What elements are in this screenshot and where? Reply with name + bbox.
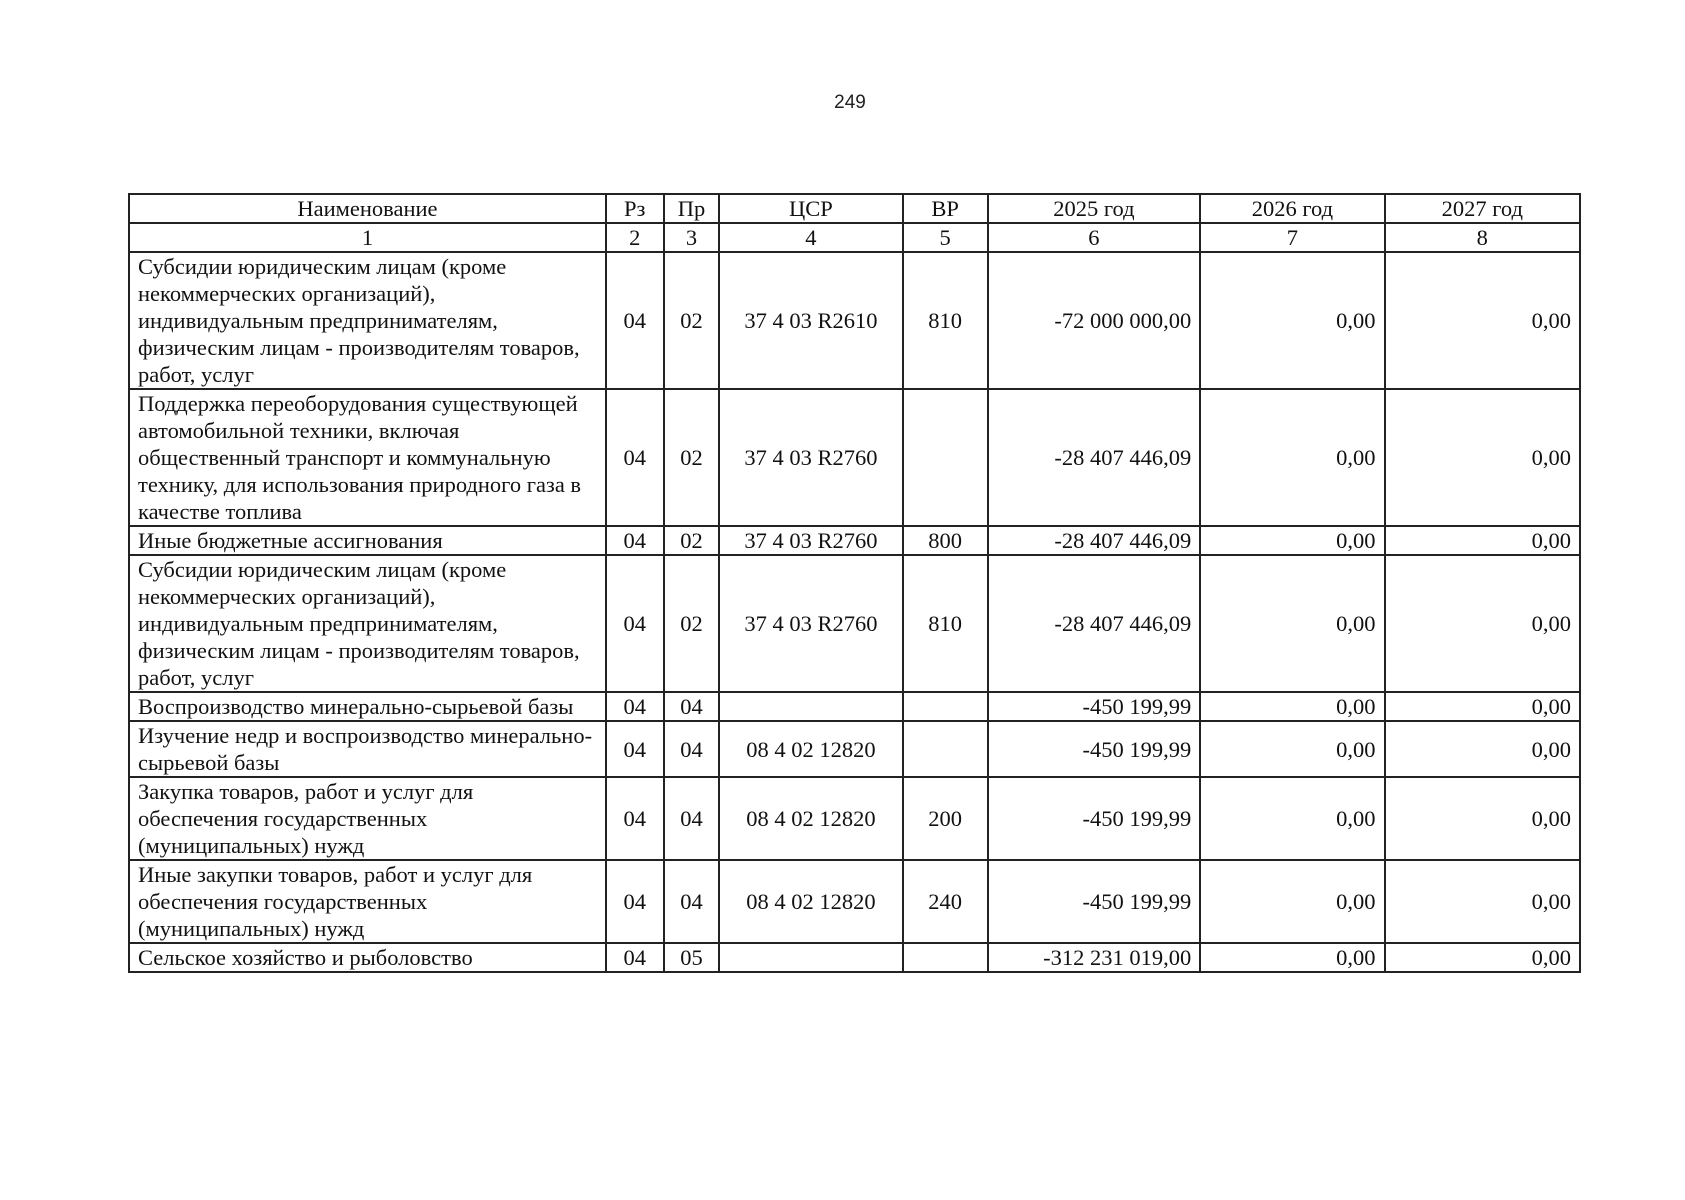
- table-row: [129, 721, 1580, 777]
- header-rz: Рз: [606, 194, 664, 223]
- row-name: Иные закупки товаров, работ и услуг для обеспечения государственных (муниципальных) нужд: [129, 860, 606, 943]
- page-number: 249: [834, 92, 866, 113]
- row-2026: 0,00: [1200, 692, 1384, 721]
- row-2027: 0,00: [1385, 860, 1580, 943]
- row-pr: 04: [664, 692, 720, 721]
- row-2025: -28 407 446,09: [988, 526, 1201, 555]
- row-csr: 37 4 03 R2760: [719, 526, 902, 555]
- header-pr: Пр: [664, 194, 720, 223]
- row-2027: 0,00: [1385, 943, 1580, 972]
- row-vr: [903, 692, 988, 721]
- row-pr: 02: [664, 252, 720, 389]
- header-2025: 2025 год: [988, 194, 1201, 223]
- row-pr: 04: [664, 860, 720, 943]
- row-2025: -28 407 446,09: [988, 389, 1201, 526]
- row-2026: 0,00: [1200, 526, 1384, 555]
- row-csr: 08 4 02 12820: [719, 777, 902, 860]
- row-2026: 0,00: [1200, 777, 1384, 860]
- row-2027: 0,00: [1385, 252, 1580, 389]
- row-rz: 04: [606, 389, 664, 526]
- row-2026: 0,00: [1200, 943, 1384, 972]
- table-row: [129, 389, 1580, 526]
- row-pr: 04: [664, 721, 720, 777]
- row-pr: 04: [664, 777, 720, 860]
- row-pr: 02: [664, 555, 720, 692]
- row-name: Сельское хозяйство и рыболовство: [129, 943, 606, 972]
- column-number: 5: [903, 223, 988, 252]
- row-2026: 0,00: [1200, 252, 1384, 389]
- row-2025: -28 407 446,09: [988, 555, 1201, 692]
- table-row: [129, 777, 1580, 860]
- row-2026: 0,00: [1200, 389, 1384, 526]
- row-name: Иные бюджетные ассигнования: [129, 526, 606, 555]
- row-vr: [903, 389, 988, 526]
- row-rz: 04: [606, 721, 664, 777]
- row-2025: -450 199,99: [988, 777, 1201, 860]
- row-rz: 04: [606, 860, 664, 943]
- row-2027: 0,00: [1385, 692, 1580, 721]
- table-row: [129, 252, 1580, 389]
- row-name: Поддержка переоборудования существующей автомобильной техники, включая общественный транспорт и коммунальную технику, для использования природного газа в качестве топлива: [129, 389, 606, 526]
- row-csr: 37 4 03 R2610: [719, 252, 902, 389]
- row-2025: -450 199,99: [988, 692, 1201, 721]
- row-rz: 04: [606, 252, 664, 389]
- row-rz: 04: [606, 777, 664, 860]
- row-2027: 0,00: [1385, 721, 1580, 777]
- row-csr: 08 4 02 12820: [719, 860, 902, 943]
- row-2027: 0,00: [1385, 526, 1580, 555]
- column-number: 6: [988, 223, 1201, 252]
- row-2025: -450 199,99: [988, 860, 1201, 943]
- column-number: 4: [719, 223, 902, 252]
- row-rz: 04: [606, 555, 664, 692]
- column-number: 2: [606, 223, 664, 252]
- row-vr: [903, 721, 988, 777]
- row-pr: 02: [664, 389, 720, 526]
- header-row: [129, 194, 1580, 223]
- column-number: 7: [1200, 223, 1384, 252]
- row-name: Субсидии юридическим лицам (кроме некоммерческих организаций), индивидуальным предпринимателям, физическим лицам - производителям товаров, работ, услуг: [129, 252, 606, 389]
- row-2027: 0,00: [1385, 555, 1580, 692]
- row-rz: 04: [606, 692, 664, 721]
- row-csr: 08 4 02 12820: [719, 721, 902, 777]
- row-2026: 0,00: [1200, 721, 1384, 777]
- row-csr: 37 4 03 R2760: [719, 555, 902, 692]
- row-vr: 240: [903, 860, 988, 943]
- budget-table: [128, 193, 1581, 973]
- row-2027: 0,00: [1385, 389, 1580, 526]
- row-name: Воспроизводство минерально-сырьевой базы: [129, 692, 606, 721]
- header-csr: ЦСР: [719, 194, 902, 223]
- table-row: [129, 943, 1580, 972]
- column-number-row: [129, 223, 1580, 252]
- row-pr: 05: [664, 943, 720, 972]
- row-vr: 200: [903, 777, 988, 860]
- column-number: 3: [664, 223, 720, 252]
- row-2025: -450 199,99: [988, 721, 1201, 777]
- row-2025: -72 000 000,00: [988, 252, 1201, 389]
- table-row: [129, 692, 1580, 721]
- row-2026: 0,00: [1200, 860, 1384, 943]
- header-name: Наименование: [129, 194, 606, 223]
- row-2025: -312 231 019,00: [988, 943, 1201, 972]
- header-vr: ВР: [903, 194, 988, 223]
- row-vr: 810: [903, 555, 988, 692]
- header-2027: 2027 год: [1385, 194, 1580, 223]
- row-vr: 810: [903, 252, 988, 389]
- table-row: [129, 526, 1580, 555]
- row-name: Закупка товаров, работ и услуг для обеспечения государственных (муниципальных) нужд: [129, 777, 606, 860]
- column-number: 8: [1385, 223, 1580, 252]
- row-csr: [719, 692, 902, 721]
- row-rz: 04: [606, 943, 664, 972]
- row-csr: [719, 943, 902, 972]
- table-row: [129, 555, 1580, 692]
- table-row: [129, 860, 1580, 943]
- row-vr: [903, 943, 988, 972]
- header-2026: 2026 год: [1200, 194, 1384, 223]
- row-rz: 04: [606, 526, 664, 555]
- row-csr: 37 4 03 R2760: [719, 389, 902, 526]
- row-2026: 0,00: [1200, 555, 1384, 692]
- row-vr: 800: [903, 526, 988, 555]
- row-pr: 02: [664, 526, 720, 555]
- column-number: 1: [129, 223, 606, 252]
- row-2027: 0,00: [1385, 777, 1580, 860]
- row-name: Субсидии юридическим лицам (кроме некоммерческих организаций), индивидуальным предпринимателям, физическим лицам - производителям товаров, работ, услуг: [129, 555, 606, 692]
- row-name: Изучение недр и воспроизводство минерально-сырьевой базы: [129, 721, 606, 777]
